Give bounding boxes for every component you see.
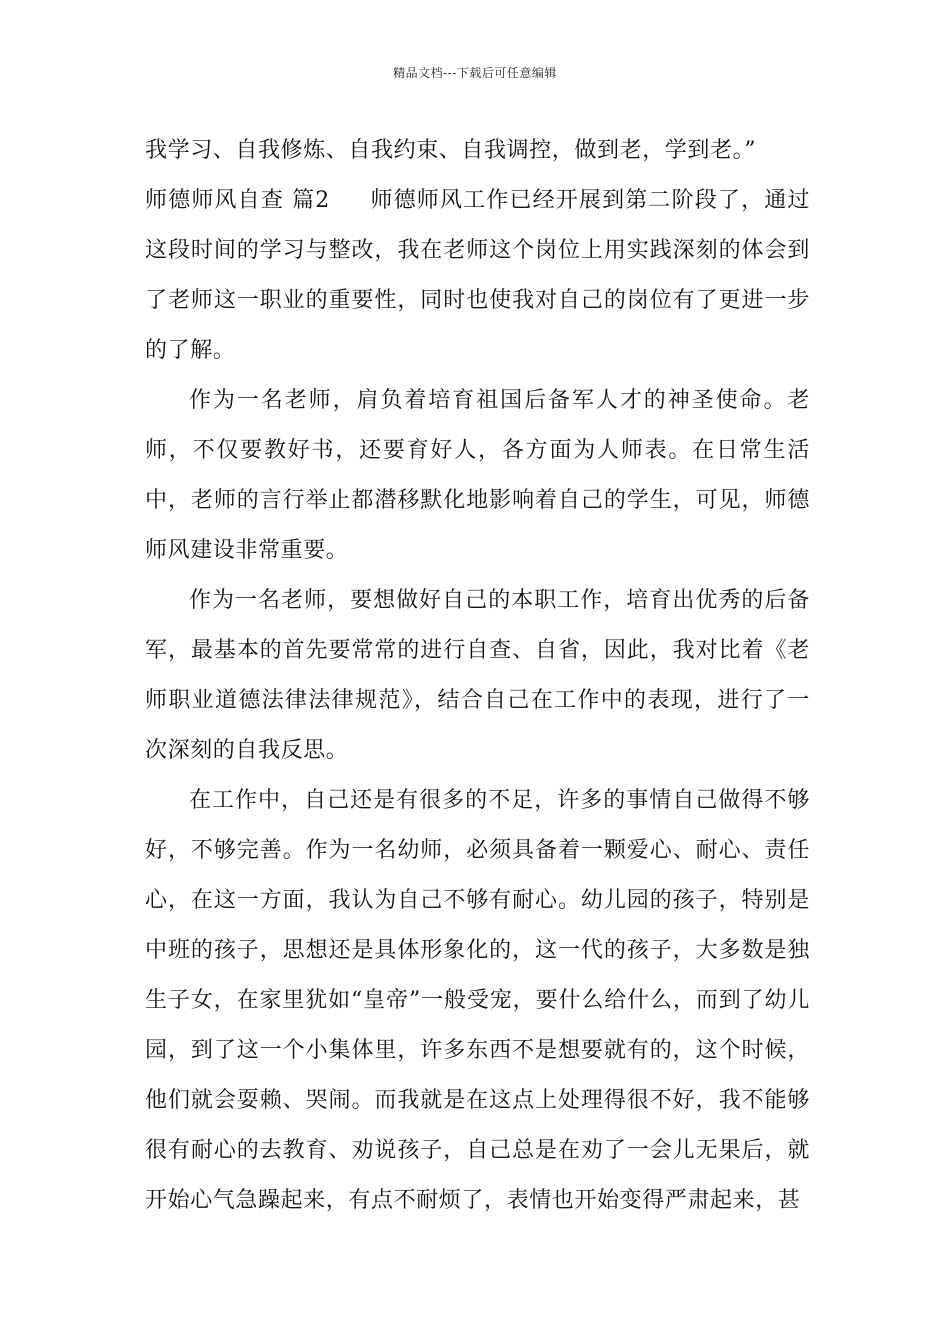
section-heading-paragraph xyxy=(145,176,810,376)
section-title: 师德师风自查 篇2 xyxy=(145,188,330,213)
page-header: 精品文档---下载后可任意编辑 xyxy=(393,66,557,80)
section-intro: 师德师风工作已经开展到第二阶段了，通过这段时间的学习与整改，我在老师这个岗位上用实践深刻的体会到了老师这一职业的重要性，同时也使我对自己的岗位有了更进一步的了解。 xyxy=(145,188,810,363)
document-body xyxy=(145,126,810,1226)
paragraph-3: 在工作中，自己还是有很多的不足，许多的事情自己做得不够好，不够完善。作为一名幼师，必须具备着一颗爱心、耐心、责任心，在这一方面，我认为自己不够有耐心。幼儿园的孩子，特别是中班的孩子，思想还是具体形象化的，这一代的孩子，大多数是独生子女，在家里犹如“皇帝”一般受宠，要什么给什么，而到了幼儿园，到了这一个小集体里，许多东西不是想要就有的，这个时候，他们就会耍赖、哭闹。而我就是在这点上处理得很不好，我不能够很有耐心的去教育、劝说孩子，自己总是在劝了一会儿无果后，就开始心气急躁起来，有点不耐烦了，表情也开始变得严肃起来，甚 xyxy=(145,788,810,1213)
paragraph-1: 作为一名老师，肩负着培育祖国后备军人才的神圣使命。老师，不仅要教好书，还要育好人，各方面为人师表。在日常生活中，老师的言行举止都潜移默化地影响着自己的学生，可见，师德师风建设非常重要。 xyxy=(145,388,810,563)
continued-line: 我学习、自我修炼、自我约束、自我调控，做到老，学到老。” xyxy=(145,138,757,163)
paragraph-2: 作为一名老师，要想做好自己的本职工作，培育出优秀的后备军，最基本的首先要常常的进行自查、自省，因此，我对比着《老师职业道德法律法律规范》，结合自己在工作中的表现，进行了一次深刻的自我反思。 xyxy=(145,588,810,763)
